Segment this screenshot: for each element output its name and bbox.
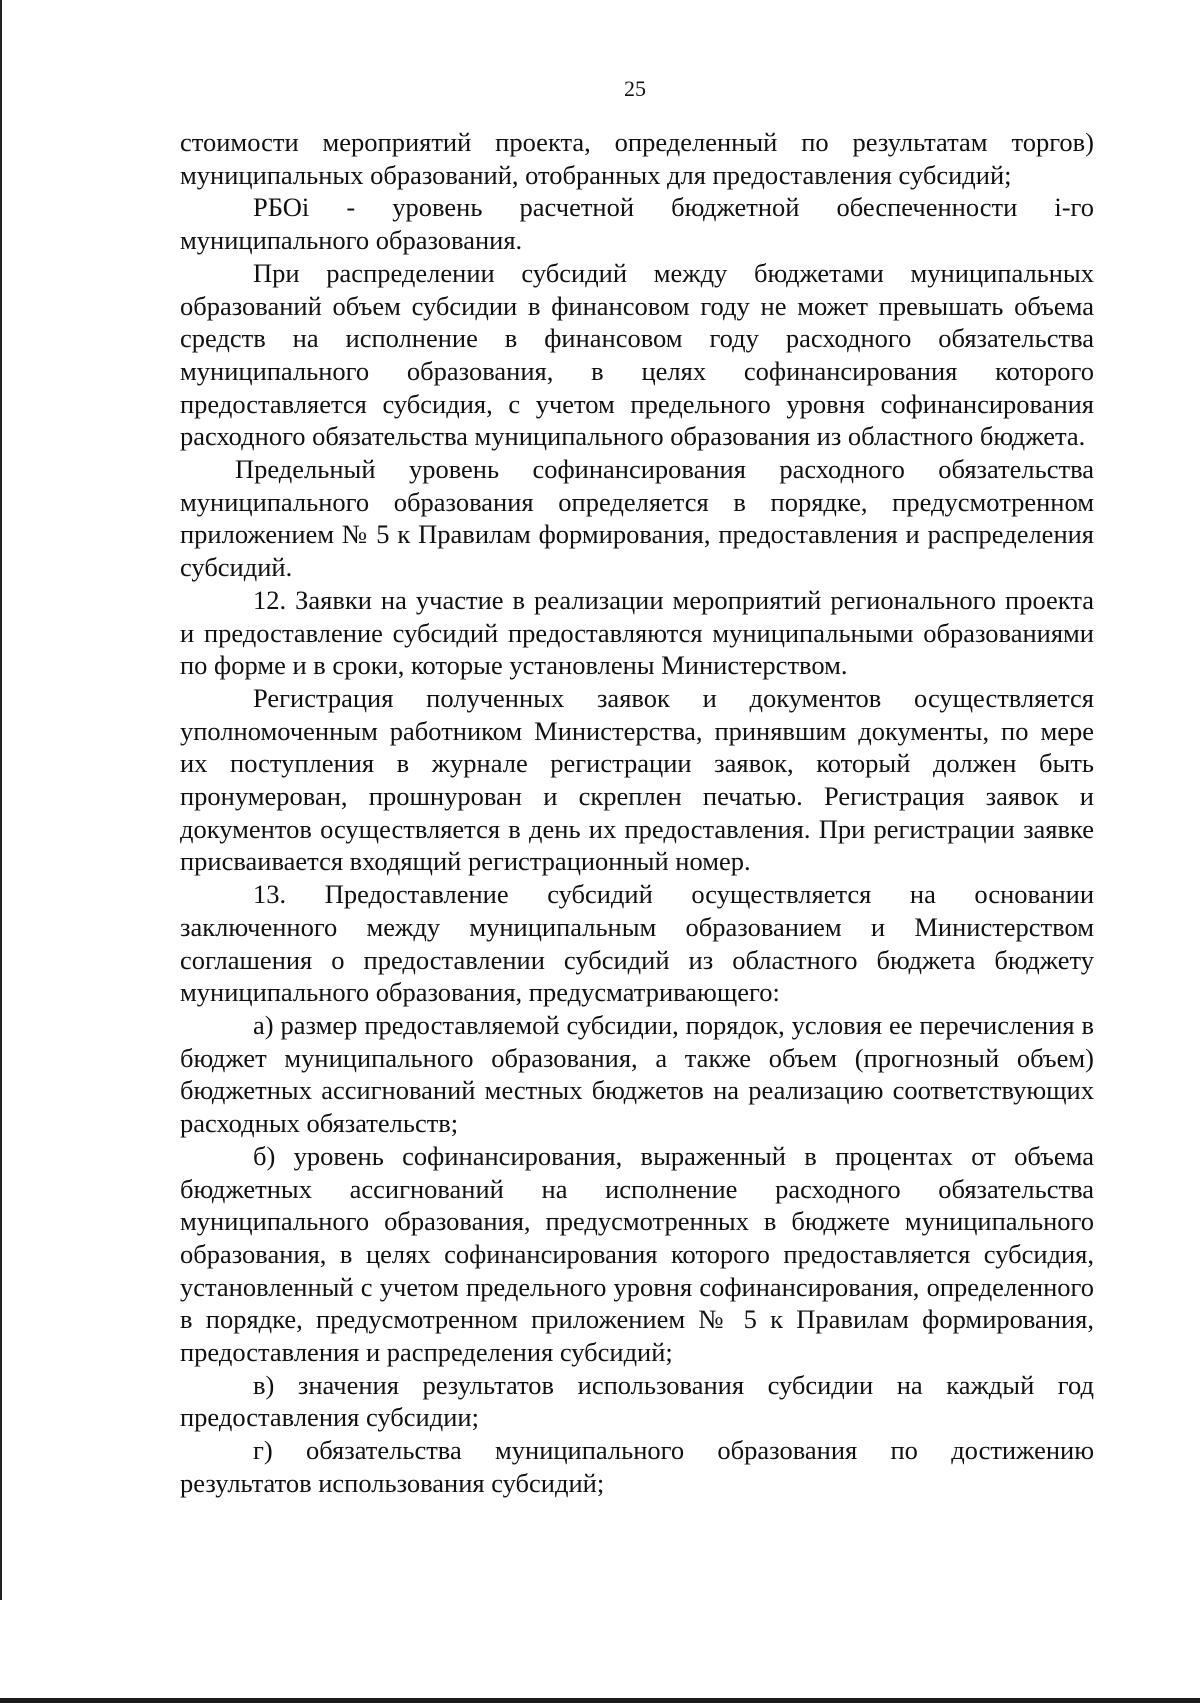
paragraph-clause-13: 13. Предоставление субсидий осуществляется на основании заключенного между муниципальным образованием и Министерством соглашения о предоставлении субсидий из областного бюджета бюджету муниципального образования, предусматривающего:	[180, 879, 1094, 1008]
paragraph-item-a: а) размер предоставляемой субсидии, порядок, условия ее перечисления в бюджет муниципального образования, а также объем (прогнозный объем) бюджетных ассигнований местных бюджетов на реализацию соответствующих расходных обязательств;	[180, 1009, 1094, 1139]
document-body	[180, 126, 1094, 1500]
paragraph-continuation: стоимости мероприятий проекта, определенный по результатам торгов) муниципальных образований, отобранных для предоставления субсидий;	[180, 127, 1094, 190]
scan-left-edge	[0, 0, 2, 1600]
paragraph-item-g: г) обязательства муниципального образования по достижению результатов использования субсидий;	[180, 1435, 1094, 1498]
scan-bottom-edge	[0, 1698, 1200, 1703]
paragraph-clause-12: 12. Заявки на участие в реализации мероприятий регионального проекта и предоставление субсидий предоставляются муниципальными образованиями по форме и в сроки, которые установлены Министерством.	[180, 584, 1094, 681]
page-number: 25	[624, 76, 646, 101]
paragraph-item-v: в) значения результатов использования субсидии на каждый год предоставления субсидии;	[180, 1369, 1094, 1433]
paragraph-rboi-definition: РБОi - уровень расчетной бюджетной обеспеченности i-го муниципального образования.	[180, 192, 1094, 256]
paragraph-distribution: При распределении субсидий между бюджетами муниципальных образований объем субсидии в финансовом году не может превышать объема средств на исполнение в финансовом году расходного обязательства муниципального образования, в целях софинансирования которого предоставляется субсидия, с учетом предельного уровня софинансирования расходного обязательства муниципального образования из областного бюджета.	[180, 257, 1094, 452]
paragraph-item-b: б) уровень софинансирования, выраженный в процентах от объема бюджетных ассигнований на исполнение расходного обязательства муниципального образования, предусмотренных в бюджете муниципального образования, в целях софинансирования которого предоставляется субсидия, установленный с учетом предельного уровня софинансирования, определенного в порядке, предусмотренном приложением № 5 к Правилам формирования, предоставления и распределения субсидий;	[180, 1140, 1094, 1368]
paragraph-cofinancing-limit: Предельный уровень софинансирования расходного обязательства муниципального образования определяется в порядке, предусмотренном приложением № 5 к Правилам формирования, предоставления и распределения субсидий.	[180, 454, 1094, 583]
paragraph-registration: Регистрация полученных заявок и документов осуществляется уполномоченным работником Министерства, принявшим документы, по мере их поступления в журнале регистрации заявок, который должен быть пронумерован, прошнурован и скреплен печатью. Регистрация заявок и документов осуществляется в день их предоставления. При регистрации заявке присваивается входящий регистрационный номер.	[180, 682, 1094, 877]
